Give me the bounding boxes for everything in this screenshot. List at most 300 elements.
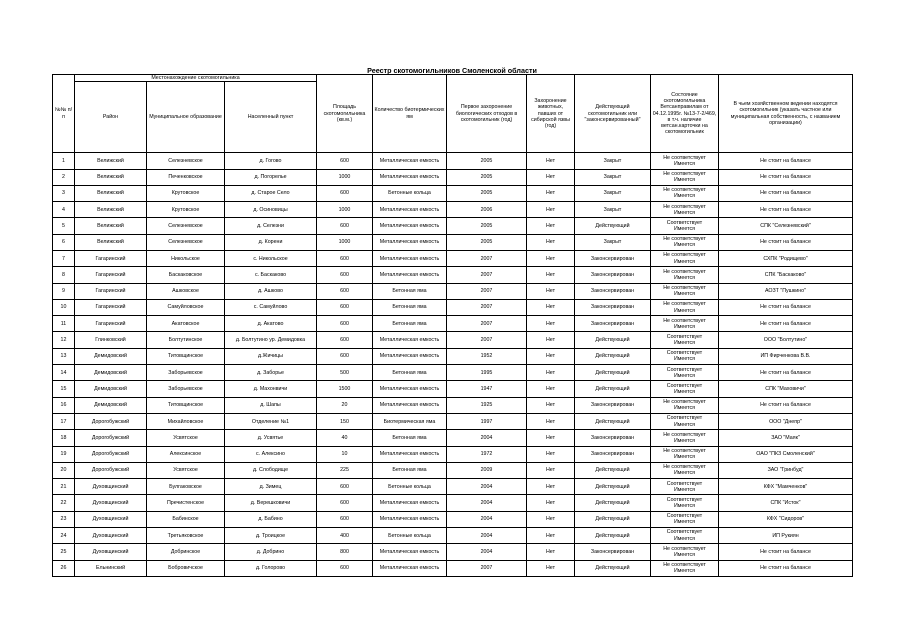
cell-anthrax: Нет — [527, 250, 575, 266]
cell-first-burial: 2004 — [447, 528, 527, 544]
cell-pits: Металлическая емкость — [373, 169, 447, 185]
cell-first-burial: 1972 — [447, 446, 527, 462]
vet-card-state: Имеется — [673, 568, 696, 575]
compliance-state: Не соответствует — [663, 562, 706, 569]
vet-card-state: Имеется — [673, 291, 696, 298]
cell-pits: Бетонные кольца — [373, 185, 447, 201]
cell-first-burial: 1952 — [447, 348, 527, 364]
compliance-state: Соответствует — [666, 480, 703, 487]
cell-settlement: д. Старое Село — [225, 185, 317, 201]
vet-card-state: Имеется — [673, 389, 696, 395]
cell-first-burial: 2005 — [447, 185, 527, 201]
cell-district: Демидовский — [75, 381, 147, 397]
cell-area: 600 — [317, 332, 373, 348]
cell-municipality: Селезневское — [147, 153, 225, 169]
cell-anthrax: Нет — [527, 462, 575, 478]
cell-municipality: Титовщинское — [147, 397, 225, 413]
cell-settlement: д. Селезни — [225, 218, 317, 234]
cell-anthrax: Нет — [527, 413, 575, 429]
cell-num: 21 — [53, 479, 75, 495]
cell-anthrax: Нет — [527, 528, 575, 544]
cell-municipality: Селезневское — [147, 218, 225, 234]
compliance-state: Не соответствует — [663, 447, 706, 454]
cell-pits: Металлическая емкость — [373, 202, 447, 218]
cell-owner: Не стоит на балансе — [719, 560, 853, 576]
cell-anthrax: Нет — [527, 234, 575, 250]
cell-status: Закрыт — [575, 185, 651, 201]
cell-compliance — [651, 446, 719, 462]
cell-district: Велижский — [75, 218, 147, 234]
cell-status: Действующий — [575, 495, 651, 511]
cell-compliance — [651, 218, 719, 234]
cell-area: 1500 — [317, 381, 373, 397]
cell-status: Законсервирован — [575, 544, 651, 560]
vet-card-state: Имеется — [673, 486, 696, 493]
cell-status: Законсервирован — [575, 446, 651, 462]
cell-compliance — [651, 153, 719, 169]
table-row — [53, 479, 853, 495]
vet-card-state: Имеется — [673, 160, 696, 167]
cell-pits: Металлическая емкость — [373, 560, 447, 576]
cell-settlement: д.Жичицы — [225, 348, 317, 364]
cell-settlement: д. Усвятье — [225, 430, 317, 446]
table-row — [53, 185, 853, 201]
header-first-burial: Первое захоронение биологических отходов в скотомогильник (год) — [447, 75, 527, 153]
cell-owner: СПК "Исток" — [719, 495, 853, 511]
cell-first-burial: 2006 — [447, 202, 527, 218]
cell-municipality: Добринское — [147, 544, 225, 560]
table-row — [53, 202, 853, 218]
cell-settlement: д. Зимец — [225, 479, 317, 495]
cell-district: Глинковский — [75, 332, 147, 348]
cell-pits: Бетонные кольца — [373, 479, 447, 495]
cell-num: 25 — [53, 544, 75, 560]
cell-compliance — [651, 544, 719, 560]
cell-pits: Бетонная яма — [373, 283, 447, 299]
cell-pits: Металлическая емкость — [373, 332, 447, 348]
cell-first-burial: 2004 — [447, 495, 527, 511]
cell-municipality: Усвятское — [147, 462, 225, 478]
cell-district: Велижский — [75, 185, 147, 201]
cell-num: 19 — [53, 446, 75, 462]
cell-anthrax: Нет — [527, 185, 575, 201]
cell-settlement: д. Верешковичи — [225, 495, 317, 511]
cell-pits: Металлическая емкость — [373, 348, 447, 364]
cell-settlement: д. Гогово — [225, 153, 317, 169]
cell-area: 225 — [317, 462, 373, 478]
cell-status: Законсервирован — [575, 397, 651, 413]
header-area: Площадь скотомогильника (кв.м.) — [317, 75, 373, 153]
cell-area: 600 — [317, 153, 373, 169]
cell-pits: Металлическая емкость — [373, 511, 447, 527]
cell-status: Закрыт — [575, 153, 651, 169]
cell-area: 600 — [317, 218, 373, 234]
cell-num: 14 — [53, 365, 75, 381]
cell-owner: Не стоит на балансе — [719, 397, 853, 413]
cell-owner: СПК "Маховичи" — [719, 381, 853, 397]
cell-anthrax: Нет — [527, 332, 575, 348]
table-row — [53, 462, 853, 478]
cell-area: 600 — [317, 316, 373, 332]
compliance-state: Не соответствует — [663, 285, 706, 292]
table-row — [53, 250, 853, 266]
cell-settlement: д. Осиновицы — [225, 202, 317, 218]
vet-card-state: Имеется — [673, 226, 696, 233]
cell-settlement: д. Шапы — [225, 397, 317, 413]
cell-owner: ЗАО "Гринбуд" — [719, 462, 853, 478]
vet-card-state: Имеется — [673, 519, 696, 526]
table-row — [53, 446, 853, 462]
cell-anthrax: Нет — [527, 169, 575, 185]
cell-status: Законсервирован — [575, 430, 651, 446]
cell-first-burial: 2004 — [447, 430, 527, 446]
cell-compliance — [651, 348, 719, 364]
cell-district: Гагаринский — [75, 299, 147, 315]
cell-compliance — [651, 462, 719, 478]
cell-district: Велижский — [75, 169, 147, 185]
cell-municipality: Крутовское — [147, 202, 225, 218]
cell-municipality: Ашковское — [147, 283, 225, 299]
compliance-state: Не соответствует — [663, 301, 706, 308]
compliance-state: Соответствует — [666, 415, 703, 422]
cell-pits: Металлическая емкость — [373, 495, 447, 511]
cell-municipality: Бобровичское — [147, 560, 225, 576]
compliance-state: Не соответствует — [663, 170, 706, 177]
cell-pits: Бетонные кольца — [373, 528, 447, 544]
table-row — [53, 299, 853, 315]
cell-num: 24 — [53, 528, 75, 544]
table-row — [53, 218, 853, 234]
cell-first-burial: 2005 — [447, 153, 527, 169]
cell-area: 400 — [317, 528, 373, 544]
vet-card-state: Имеется — [673, 551, 696, 558]
cell-district: Духовщинский — [75, 495, 147, 511]
cell-area: 600 — [317, 250, 373, 266]
cell-pits: Металлическая емкость — [373, 218, 447, 234]
compliance-state: Соответствует — [666, 350, 703, 357]
cell-municipality: Булгаковское — [147, 479, 225, 495]
cell-owner: АОЗТ "Пушкино" — [719, 283, 853, 299]
cell-num: 17 — [53, 413, 75, 429]
cell-compliance — [651, 332, 719, 348]
cell-status: Закрыт — [575, 202, 651, 218]
cell-owner: Не стоит на балансе — [719, 316, 853, 332]
cell-area: 600 — [317, 479, 373, 495]
cell-district: Демидовский — [75, 397, 147, 413]
cell-district: Духовщинский — [75, 528, 147, 544]
vet-card-state: Имеется — [673, 177, 696, 184]
cell-area: 1000 — [317, 169, 373, 185]
cell-owner: Не стоит на балансе — [719, 299, 853, 315]
cell-area: 600 — [317, 299, 373, 315]
cell-settlement: с. Баскаково — [225, 267, 317, 283]
cell-anthrax: Нет — [527, 365, 575, 381]
cell-compliance — [651, 365, 719, 381]
cell-owner: СПК "Баскаково" — [719, 267, 853, 283]
cell-status: Законсервирован — [575, 267, 651, 283]
cell-area: 500 — [317, 365, 373, 381]
cell-num: 13 — [53, 348, 75, 364]
cell-first-burial: 1995 — [447, 365, 527, 381]
cell-anthrax: Нет — [527, 560, 575, 576]
cell-compliance — [651, 283, 719, 299]
table-row — [53, 267, 853, 283]
cell-status: Действующий — [575, 413, 651, 429]
cell-pits: Биотермическая яма — [373, 413, 447, 429]
cell-status: Действующий — [575, 462, 651, 478]
cell-status: Действующий — [575, 348, 651, 364]
cell-settlement: д. Слободище — [225, 462, 317, 478]
cell-num: 1 — [53, 153, 75, 169]
cell-owner: КФХ "Мамченков" — [719, 479, 853, 495]
cell-anthrax: Нет — [527, 430, 575, 446]
header-compliance: Состояние скотомогильника Ветсанправилам от 04.12.1995г. №13-7-2/469, в т.ч. наличие ветсан.карточки на скотомогильник — [651, 75, 719, 153]
compliance-state: Не соответствует — [663, 545, 706, 552]
cell-num: 10 — [53, 299, 75, 315]
compliance-state: Не соответствует — [663, 464, 706, 471]
cell-first-burial: 2007 — [447, 316, 527, 332]
cell-anthrax: Нет — [527, 495, 575, 511]
cell-municipality: Титовщинское — [147, 348, 225, 364]
cell-municipality: Селезневское — [147, 234, 225, 250]
table-row — [53, 528, 853, 544]
table-row — [53, 397, 853, 413]
vet-card-state: Имеется — [673, 405, 696, 412]
cell-compliance — [651, 430, 719, 446]
compliance-state: Соответствует — [666, 333, 703, 340]
cell-municipality: Бабинское — [147, 511, 225, 527]
cell-num: 22 — [53, 495, 75, 511]
cell-first-burial: 2004 — [447, 544, 527, 560]
cell-compliance — [651, 202, 719, 218]
header-owner: В чьем хозяйственном ведении находятся скотомогильник (указать частное или муниципальная собственность, с названием организации) — [719, 75, 853, 153]
cell-first-burial: 2007 — [447, 332, 527, 348]
cell-municipality: Заборьевское — [147, 381, 225, 397]
cell-municipality: Баскаковское — [147, 267, 225, 283]
table-row — [53, 234, 853, 250]
cell-owner: Не стоит на балансе — [719, 185, 853, 201]
cell-first-burial: 2007 — [447, 283, 527, 299]
cell-pits: Металлическая емкость — [373, 381, 447, 397]
cell-first-burial: 2005 — [447, 218, 527, 234]
table-row — [53, 283, 853, 299]
cell-status: Закрыт — [575, 169, 651, 185]
cell-district: Гагаринский — [75, 283, 147, 299]
cell-anthrax: Нет — [527, 202, 575, 218]
cell-anthrax: Нет — [527, 267, 575, 283]
table-row — [53, 413, 853, 429]
cell-area: 40 — [317, 430, 373, 446]
cell-num: 6 — [53, 234, 75, 250]
cell-district: Гагаринский — [75, 250, 147, 266]
vet-card-state: Имеется — [673, 258, 696, 265]
cell-settlement: с. Никольское — [225, 250, 317, 266]
cell-district: Ельнинский — [75, 560, 147, 576]
cell-pits: Металлическая емкость — [373, 250, 447, 266]
vet-card-state: Имеется — [673, 421, 696, 428]
cell-status: Законсервирован — [575, 250, 651, 266]
cell-settlement: д. Погорелье — [225, 169, 317, 185]
cell-anthrax: Нет — [527, 283, 575, 299]
cell-district: Велижский — [75, 153, 147, 169]
cell-settlement: д. Голорово — [225, 560, 317, 576]
cell-compliance — [651, 397, 719, 413]
cell-first-burial: 2005 — [447, 234, 527, 250]
cell-compliance — [651, 299, 719, 315]
cell-settlement: д. Бабино — [225, 511, 317, 527]
table-row — [53, 169, 853, 185]
cell-first-burial: 2009 — [447, 462, 527, 478]
table-row — [53, 348, 853, 364]
cell-pits: Металлическая емкость — [373, 544, 447, 560]
cell-num: 23 — [53, 511, 75, 527]
cell-first-burial: 1947 — [447, 381, 527, 397]
cell-municipality: Третьяковское — [147, 528, 225, 544]
cell-settlement: с. Алексино — [225, 446, 317, 462]
cell-compliance — [651, 185, 719, 201]
cell-status: Действующий — [575, 381, 651, 397]
cell-district: Велижский — [75, 202, 147, 218]
vet-card-state: Имеется — [673, 323, 696, 330]
cell-num: 12 — [53, 332, 75, 348]
cell-pits: Бетонная яма — [373, 299, 447, 315]
cell-pits: Бетонная яма — [373, 430, 447, 446]
cell-district: Гагаринский — [75, 267, 147, 283]
compliance-state: Не соответствует — [663, 317, 706, 324]
cell-settlement: д. Болтутино ур. Демидовка — [225, 332, 317, 348]
cell-district: Велижский — [75, 234, 147, 250]
vet-card-state: Имеется — [673, 535, 696, 542]
cell-settlement: д. Ашково — [225, 283, 317, 299]
cell-municipality: Болтутинское — [147, 332, 225, 348]
cell-num: 20 — [53, 462, 75, 478]
cell-owner: ООО "Днепр" — [719, 413, 853, 429]
cell-area: 600 — [317, 348, 373, 364]
cell-compliance — [651, 495, 719, 511]
compliance-state: Соответствует — [666, 382, 703, 389]
header-anthrax: Захоронение животных, павших от сибирской язвы (год) — [527, 75, 575, 153]
compliance-state: Не соответствует — [663, 431, 706, 438]
header-settlement: Населенный пункт — [225, 82, 317, 153]
cell-area: 150 — [317, 413, 373, 429]
cell-district: Духовщинский — [75, 479, 147, 495]
table-row — [53, 332, 853, 348]
cell-anthrax: Нет — [527, 153, 575, 169]
cell-area: 600 — [317, 495, 373, 511]
cell-district: Духовщинский — [75, 544, 147, 560]
cell-compliance — [651, 413, 719, 429]
table-row — [53, 153, 853, 169]
cell-owner: ИП Фирченкова В.В. — [719, 348, 853, 364]
cell-first-burial: 2007 — [447, 560, 527, 576]
cell-owner: Не стоит на балансе — [719, 153, 853, 169]
cell-status: Законсервирован — [575, 299, 651, 315]
cell-compliance — [651, 234, 719, 250]
compliance-state: Не соответствует — [663, 154, 706, 161]
cell-anthrax: Нет — [527, 479, 575, 495]
cell-num: 4 — [53, 202, 75, 218]
cell-num: 8 — [53, 267, 75, 283]
cell-municipality: Пречистенское — [147, 495, 225, 511]
compliance-state: Не соответствует — [663, 252, 706, 259]
cell-status: Законсервирован — [575, 316, 651, 332]
cell-owner: СПК "Селезневский" — [719, 218, 853, 234]
cell-owner: ООО "Болтутино" — [719, 332, 853, 348]
cell-municipality: Алексинское — [147, 446, 225, 462]
cell-municipality: Печенковское — [147, 169, 225, 185]
cell-compliance — [651, 381, 719, 397]
cell-num: 11 — [53, 316, 75, 332]
cell-settlement: д. Заборье — [225, 365, 317, 381]
cell-anthrax: Нет — [527, 316, 575, 332]
cell-area: 20 — [317, 397, 373, 413]
cell-settlement: д. Добрино — [225, 544, 317, 560]
header-district: Район — [75, 82, 147, 153]
cell-status: Действующий — [575, 528, 651, 544]
cell-num: 18 — [53, 430, 75, 446]
cell-num: 26 — [53, 560, 75, 576]
cell-municipality: Самуйловское — [147, 299, 225, 315]
cell-num: 16 — [53, 397, 75, 413]
cell-anthrax: Нет — [527, 299, 575, 315]
compliance-state: Не соответствует — [663, 399, 706, 406]
cell-municipality: Никольское — [147, 250, 225, 266]
cell-first-burial: 2004 — [447, 479, 527, 495]
vet-card-state: Имеется — [673, 454, 696, 461]
cell-settlement: д. Махонвичи — [225, 381, 317, 397]
table-row — [53, 316, 853, 332]
cell-compliance — [651, 511, 719, 527]
vet-card-state: Имеется — [673, 274, 696, 281]
cell-owner: Не стоит на балансе — [719, 202, 853, 218]
cell-area: 600 — [317, 283, 373, 299]
cell-municipality: Крутовское — [147, 185, 225, 201]
cell-status: Законсервирован — [575, 283, 651, 299]
compliance-state: Соответствует — [666, 529, 703, 536]
cell-owner: Не стоит на балансе — [719, 169, 853, 185]
cell-compliance — [651, 528, 719, 544]
cell-pits: Бетонная яма — [373, 316, 447, 332]
cell-district: Гагаринский — [75, 316, 147, 332]
vet-card-state: Имеется — [673, 193, 696, 200]
cell-area: 800 — [317, 544, 373, 560]
cell-area: 600 — [317, 560, 373, 576]
cell-owner: Не стоит на балансе — [719, 544, 853, 560]
cell-area: 10 — [317, 446, 373, 462]
registry-table — [52, 74, 853, 577]
cell-pits: Металлическая емкость — [373, 446, 447, 462]
cell-compliance — [651, 560, 719, 576]
cell-owner: КФХ "Сидоров" — [719, 511, 853, 527]
header-pits: Количество биотермических ям — [373, 75, 447, 153]
cell-pits: Металлическая емкость — [373, 153, 447, 169]
cell-status: Действующий — [575, 365, 651, 381]
compliance-state: Соответствует — [666, 496, 703, 503]
cell-district: Демидовский — [75, 365, 147, 381]
cell-area: 600 — [317, 267, 373, 283]
cell-num: 3 — [53, 185, 75, 201]
cell-area: 600 — [317, 511, 373, 527]
cell-status: Действующий — [575, 332, 651, 348]
vet-card-state: Имеется — [673, 209, 696, 216]
compliance-state: Соответствует — [666, 513, 703, 520]
cell-anthrax: Нет — [527, 511, 575, 527]
compliance-state: Не соответствует — [663, 203, 706, 210]
table-row — [53, 381, 853, 397]
cell-municipality: Михайловское — [147, 413, 225, 429]
cell-owner: ИП Рукиян — [719, 528, 853, 544]
compliance-state: Не соответствует — [663, 268, 706, 275]
